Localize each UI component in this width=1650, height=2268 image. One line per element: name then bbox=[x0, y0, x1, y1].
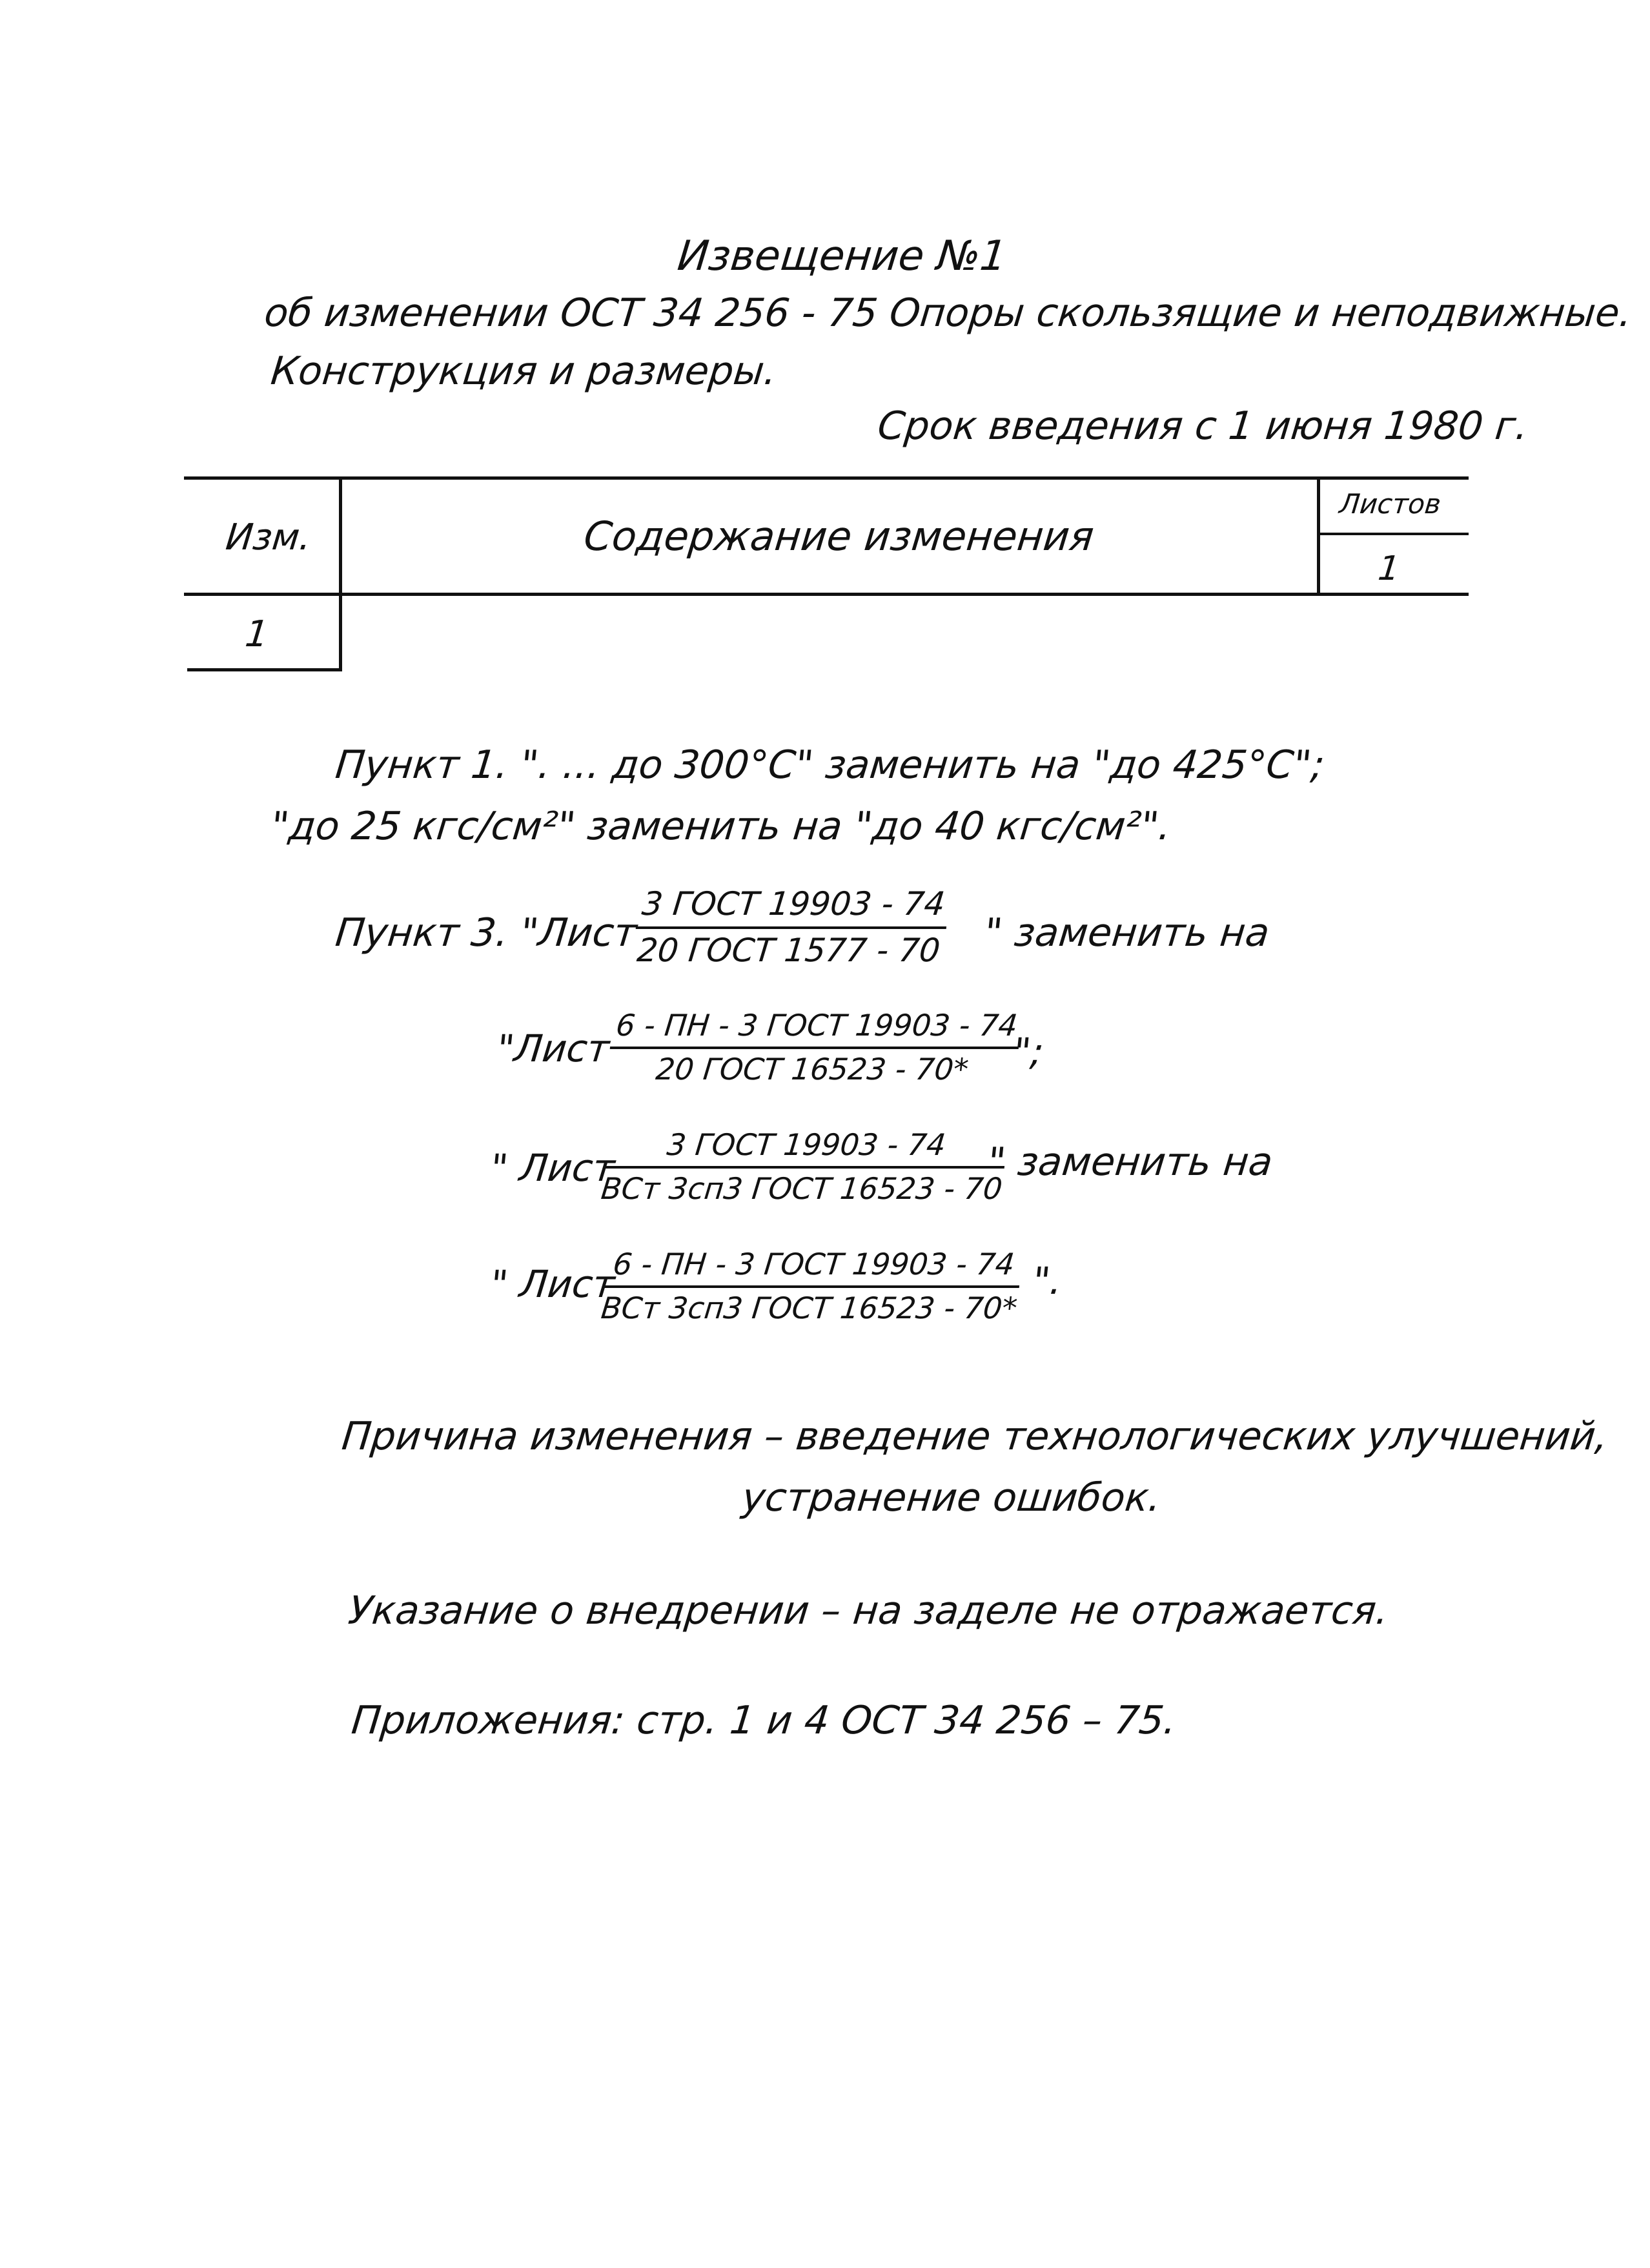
item1-line1: Пункт 1. ". ... до 300°С" заменить на "до 425°С"; bbox=[333, 742, 1327, 788]
item3-fraction-1-denominator: 20 ГОСТ 1577 - 70 bbox=[635, 932, 942, 969]
item3-fraction-2-numerator: 6 - ПН - 3 ГОСТ 19903 - 74 bbox=[610, 1010, 1023, 1049]
table-row-change-number: 1 bbox=[243, 613, 271, 655]
table-header-change: Изм. bbox=[223, 516, 314, 558]
table-col-divider-left bbox=[339, 478, 342, 671]
item3-f4-suffix: ". bbox=[1030, 1259, 1064, 1303]
item3-fraction-2-denominator: 20 ГОСТ 16523 - 70* bbox=[654, 1052, 970, 1087]
reason-line1: Причина изменения – введение технологических улучшений, bbox=[340, 1414, 1611, 1459]
item3-f2-suffix: "; bbox=[1011, 1030, 1046, 1074]
item3-f3-prefix: " Лист bbox=[488, 1146, 617, 1190]
table-top-rule bbox=[184, 476, 1469, 480]
notice-subject-line2: Конструкция и размеры. bbox=[269, 349, 779, 394]
reason-line2: устранение ошибок. bbox=[740, 1475, 1163, 1520]
item3-f2-prefix: "Лист bbox=[494, 1027, 612, 1070]
item3-fraction-3 bbox=[599, 1127, 1008, 1206]
item1-line2: "до 25 кгс/см²" заменить на "до 40 кгс/см²". bbox=[269, 804, 1174, 849]
appendix-note: Приложения: стр. 1 и 4 ОСТ 34 256 – 75. bbox=[349, 1698, 1179, 1743]
effective-date: Срок введения с 1 июня 1980 г. bbox=[875, 404, 1531, 449]
table-sheets-count: 1 bbox=[1376, 549, 1402, 588]
notice-title: Извещение №1 bbox=[675, 232, 1009, 280]
notice-subject-line1: об изменении ОСТ 34 256 - 75 Опоры скользящие и неподвижные. bbox=[262, 291, 1635, 336]
table-sheets-divider bbox=[1317, 533, 1469, 535]
table-col-divider-right bbox=[1317, 478, 1320, 594]
item3-fraction-3-denominator: ВСт 3сп3 ГОСТ 16523 - 70 bbox=[599, 1171, 1004, 1206]
table-row-bottom-rule bbox=[187, 668, 342, 671]
item3-fraction-4-denominator: ВСт 3сп3 ГОСТ 16523 - 70* bbox=[599, 1291, 1019, 1325]
table-header-bottom-rule bbox=[184, 593, 1469, 596]
item3-replace-1: " заменить на bbox=[982, 910, 1272, 955]
item3-f4-prefix: " Лист bbox=[488, 1262, 617, 1306]
table-header-sheets: Листов bbox=[1338, 488, 1443, 520]
item3-fraction-4 bbox=[600, 1249, 1023, 1323]
item3-fraction-1 bbox=[632, 885, 951, 969]
item3-fraction-2 bbox=[606, 1008, 1023, 1087]
table-header-content: Содержание изменения bbox=[582, 513, 1096, 560]
item3-prefix: Пункт 3. "Лист bbox=[333, 910, 639, 955]
item3-replace-2: " заменить на bbox=[985, 1139, 1275, 1185]
implementation-note: Указание о внедрении – на заделе не отражается. bbox=[346, 1588, 1391, 1633]
item3-fraction-1-numerator: 3 ГОСТ 19903 - 74 bbox=[636, 888, 951, 929]
item3-fraction-4-numerator: 6 - ПН - 3 ГОСТ 19903 - 74 bbox=[604, 1249, 1023, 1288]
item3-fraction-3-numerator: 3 ГОСТ 19903 - 74 bbox=[604, 1130, 1008, 1169]
